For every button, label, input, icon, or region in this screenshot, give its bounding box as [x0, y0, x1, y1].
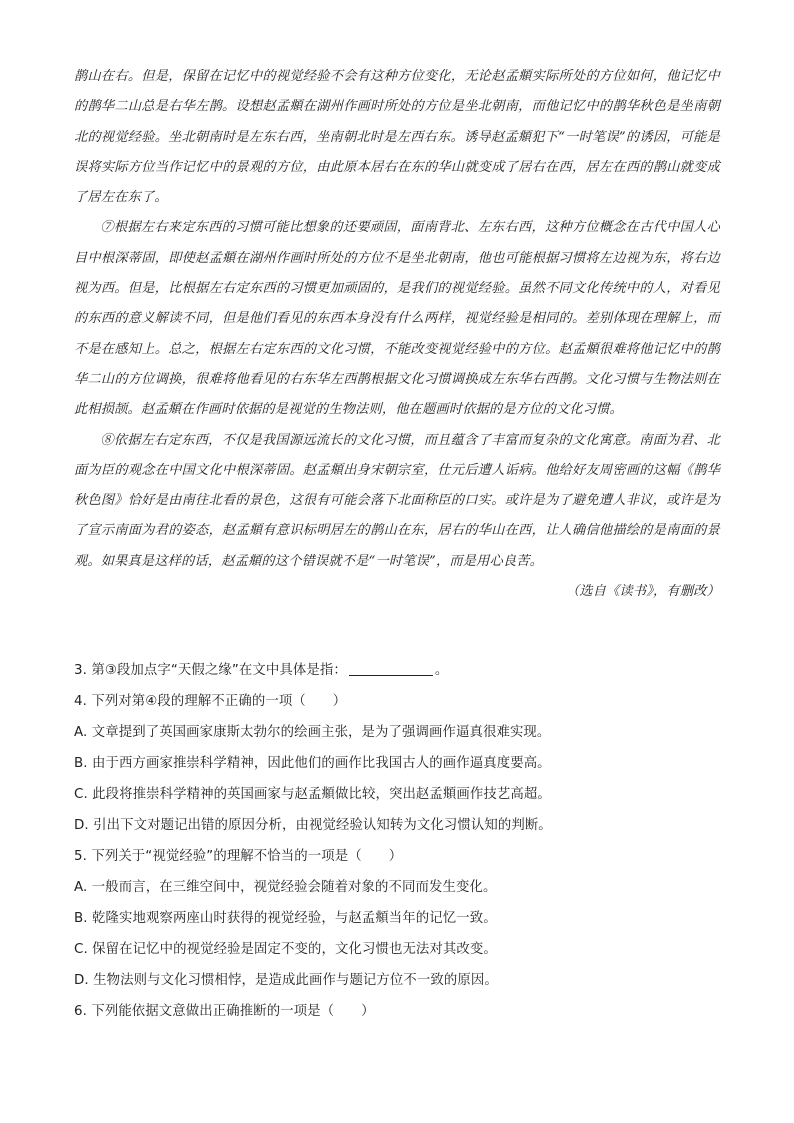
- question-6: 6. 下列能依据文意做出正确推断的一项是（ ）: [74, 1004, 375, 1019]
- question-4-option-a[interactable]: A. 文章提到了英国画家康斯太勃尔的绘画主张，是为了强调画作逼真很难实现。: [74, 725, 551, 740]
- question-5-option-d[interactable]: D. 生物法则与文化习惯相悖，是造成此画作与题记方位不一致的原因。: [74, 973, 498, 988]
- passage-paragraph-7: ⑦根据左右来定东西的习惯可能比想象的还要顽固，面南背北、左东右西，这种方位概念在古代中国人心目中根深蒂固，即使赵孟頫在湖州作画时所处的方位不是坐北朝南，他也可能根据习惯将左边视为东，将右边视为西。但是，比根据左右定东西的习惯更加顽固的，是我们的视觉经验。虽然不同文化传统中的人，对看见的东西的意义解读不同，但是他们看见的东西本身没有什么两样，视觉经验是相同的。差别体现在理解上，而不是在感知上。总之，根据左右定东西的文化习惯，不能改变视觉经验中的方位。赵孟頫很难将他记忆中的鹊华二山的方位调换，很难将他看见的右东华左西鹊根据文化习惯调换成左东华右西鹊。文化习惯与生物法则在此相损颉。赵孟頫在作画时依据的是视觉的生物法则，他在题画时依据的是方位的文化习惯。: [74, 220, 720, 418]
- answer-blank[interactable]: [349, 661, 433, 676]
- question-5: 5. 下列关于“视觉经验”的理解不恰当的一项是（ ）: [74, 849, 403, 864]
- question-3-text: 3. 第③段加点字“天假之缘”在文中具体是指：: [74, 663, 347, 678]
- question-4-option-d[interactable]: D. 引出下文对题记出错的原因分析，由视觉经验认知转为文化习惯认知的判断。: [74, 818, 552, 833]
- question-4-option-c[interactable]: C. 此段将推崇科学精神的英国画家与赵孟頫做比较，突出赵孟頫画作技艺高超。: [74, 787, 551, 802]
- question-3: [74, 655, 720, 686]
- question-5-option-a[interactable]: A. 一般而言，在三维空间中，视觉经验会随着对象的不同而发生变化。: [74, 880, 497, 895]
- question-3-end: 。: [434, 663, 449, 678]
- question-4-option-b[interactable]: B. 由于西方画家推崇科学精神，因此他们的画作比我国古人的画作逼真度要高。: [74, 756, 551, 771]
- reading-passage: [74, 62, 720, 607]
- question-5-option-c[interactable]: C. 保留在记忆中的视觉经验是固定不变的，文化习惯也无法对其改变。: [74, 942, 497, 957]
- question-list: [74, 655, 720, 1027]
- passage-source: （选自《读书》，有删改）: [565, 584, 720, 600]
- question-4: 4. 下列对第④段的理解不正确的一项（ ）: [74, 694, 347, 709]
- question-5-option-b[interactable]: B. 乾隆实地观察两座山时获得的视觉经验，与赵孟頫当年的记忆一致。: [74, 911, 497, 926]
- passage-paragraph-continued: 鹊山在右。但是，保留在记忆中的视觉经验不会有这种方位变化，无论赵孟頫实际所处的方位如何，他记忆中的鹊华二山总是右华左鹊。设想赵孟頫在湖州作画时所处的方位是坐北朝南，而他记忆中的鹊华秋色是坐南朝北的视觉经验。坐北朝南时是左东右西，坐南朝北时是左西右东。诱导赵孟頫犯下“一时笔误”的诱因，可能是误将实际方位当作记忆中的景观的方位，由此原本居右在东的华山就变成了居右在西，居左在西的鹊山就变成了居左在东了。: [74, 69, 720, 206]
- passage-paragraph-8: ⑧依据左右定东西，不仅是我国源远流长的文化习惯，而且蕴含了丰富而复杂的文化寓意。南面为君、北面为臣的观念在中国文化中根深蒂固。赵孟頫出身宋朝宗室，仕元后遭人诟病。他给好友周密画的这幅《鹊华秋色图》恰好是由南往北看的景色，这很有可能会落下北面称臣的口实。或许是为了避免遭人非议，或许是为了宣示南面为君的姿态，赵孟頫有意识标明居左的鹊山在东，居右的华山在西，让人确信他描绘的是南面的景观。如果真是这样的话，赵孟頫的这个错误就不是“一时笔误”，而是用心良苦。: [74, 432, 720, 569]
